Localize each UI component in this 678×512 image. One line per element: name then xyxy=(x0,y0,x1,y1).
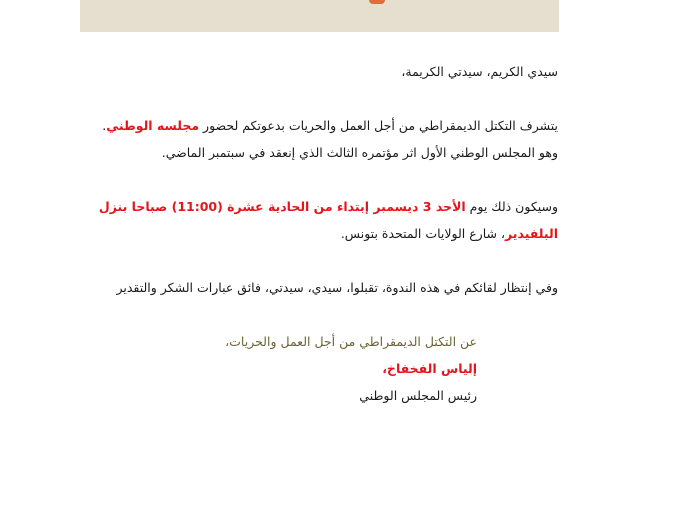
paragraph-date-text-2: ، شارع الولايات المتحدة بتونس. xyxy=(340,226,506,241)
paragraph-date-venue xyxy=(80,193,558,247)
signature-role: رئيس المجلس الوطني xyxy=(359,388,477,403)
closing-paragraph: وفي إنتظار لقائكم في هذه الندوة، تقبلوا، سيدي، سيدتي، فائق عبارات الشكر والتقدير xyxy=(116,280,558,295)
signature-organization: عن التكتل الديمقراطي من أجل العمل والحريات، xyxy=(225,334,477,349)
council-highlight: مجلسه الوطني xyxy=(106,118,200,133)
paragraph-invitation-text-2: . وهو المجلس الوطني الأول اثر مؤتمره الثالث الذي إنعقد في سبتمبر الماضي. xyxy=(102,118,558,160)
signature-block xyxy=(80,328,558,409)
signature-name: إلياس الفخفاخ، xyxy=(382,361,477,376)
salutation: سيدي الكريم، سيدتي الكريمة، xyxy=(401,64,558,79)
invitation-letter xyxy=(80,58,558,409)
paragraph-invitation xyxy=(80,112,558,166)
date-venue-highlight: الأحد 3 ديسمبر إبتداء من الحادية عشرة (11:00) صباحا بنزل البلفيدير xyxy=(98,199,558,241)
paragraph-invitation-text-1: يتشرف التكتل الديمقراطي من أجل العمل والحريات بدعوتكم لحضور xyxy=(199,118,558,133)
letterhead-logo-fragment xyxy=(369,0,385,4)
letterhead-band xyxy=(80,0,559,32)
paragraph-date-text-1: وسيكون ذلك يوم xyxy=(465,199,558,214)
